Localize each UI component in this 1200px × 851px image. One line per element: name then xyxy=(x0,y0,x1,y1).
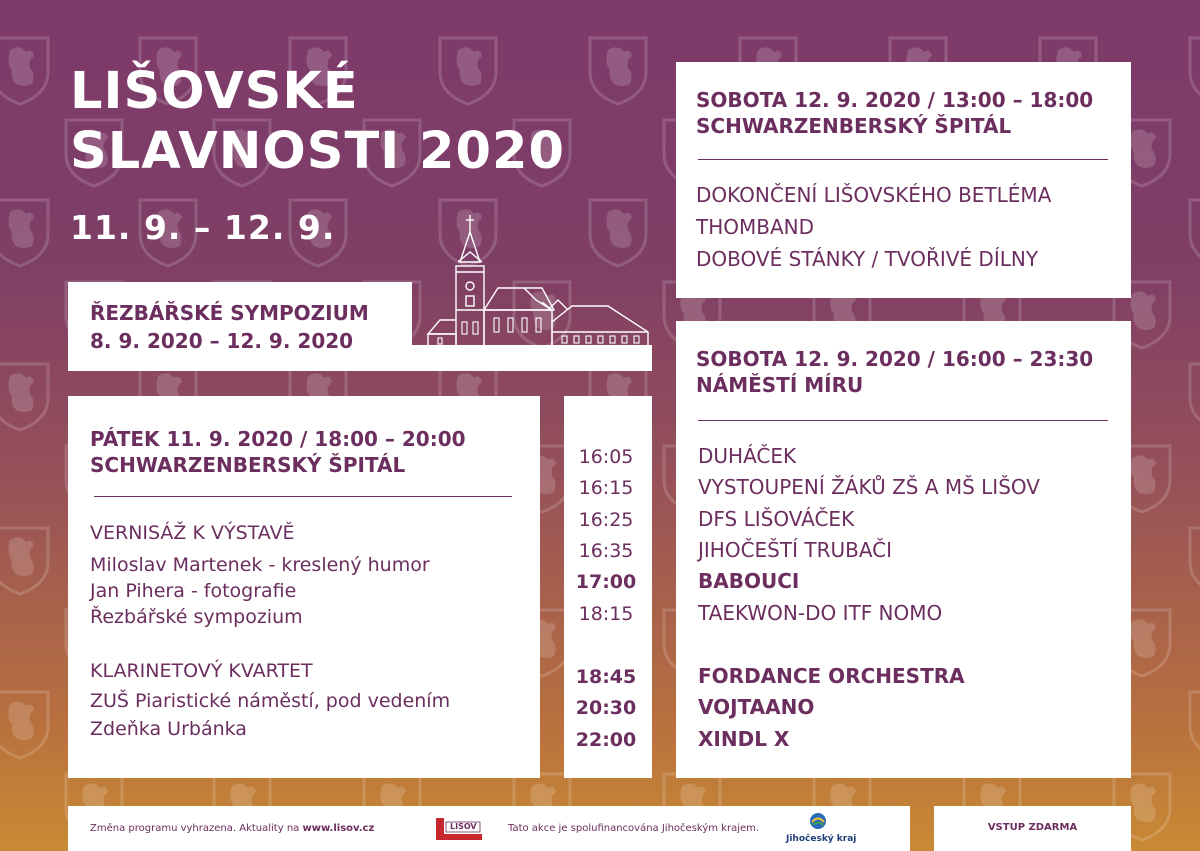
program-time: 16:05 xyxy=(578,446,634,468)
program-act: DUHÁČEK xyxy=(698,444,797,468)
program-act: JIHOČEŠTÍ TRUBAČI xyxy=(698,538,893,562)
saturday-square-card xyxy=(676,321,1131,778)
coat-of-arms-lion-icon xyxy=(0,528,48,594)
program-time: 20:30 xyxy=(575,697,637,719)
friday-card xyxy=(68,396,540,778)
symposium-title: ŘEZBÁŘSKÉ SYMPOZIUM xyxy=(90,301,369,325)
saturday-square-divider xyxy=(698,420,1108,421)
saturday-spital-divider xyxy=(698,159,1108,160)
coat-of-arms-lion-icon xyxy=(1190,692,1200,758)
saturday-spital-card xyxy=(676,62,1131,298)
poster-title-line1: LIŠOVSKÉ xyxy=(70,62,359,121)
poster-title xyxy=(70,62,565,182)
footer-note xyxy=(90,823,374,834)
church-illustration xyxy=(412,210,657,350)
vernisage-line: Miloslav Martenek - kreslený humor xyxy=(90,554,430,576)
quartet-line: ZUŠ Piaristické náměstí, pod vedením xyxy=(90,690,451,712)
program-time: 16:25 xyxy=(578,509,634,531)
times-card xyxy=(564,396,652,778)
coat-of-arms-lion-icon xyxy=(1190,528,1200,594)
program-time: 17:00 xyxy=(575,571,637,593)
spital-item: DOKONČENÍ LIŠOVSKÉHO BETLÉMA xyxy=(696,183,1052,207)
vernisage-line: Řezbářské sympozium xyxy=(90,606,303,628)
symposium-card xyxy=(68,282,412,371)
footer-website-link[interactable]: www.lisov.cz xyxy=(302,823,375,834)
coat-of-arms-lion-icon xyxy=(0,692,48,758)
friday-heading-time: PÁTEK 11. 9. 2020 / 18:00 – 20:00 xyxy=(90,427,466,451)
symposium-dates: 8. 9. 2020 – 12. 9. 2020 xyxy=(90,329,354,353)
program-time: 22:00 xyxy=(575,729,637,751)
vernisage-title: VERNISÁŽ K VÝSTAVĚ xyxy=(90,522,295,544)
poster-title-line2: SLAVNOSTI 2020 xyxy=(70,122,565,181)
program-time: 16:15 xyxy=(578,477,634,499)
spital-item: THOMBAND xyxy=(696,215,815,239)
friday-heading-venue: SCHWARZENBERSKÝ ŠPITÁL xyxy=(90,453,406,477)
saturday-square-heading-time: SOBOTA 12. 9. 2020 / 16:00 – 23:30 xyxy=(696,347,1094,371)
poster-dates: 11. 9. – 12. 9. xyxy=(70,208,336,247)
lisov-logo-icon xyxy=(434,814,484,842)
coat-of-arms-lion-icon xyxy=(0,364,48,430)
sponsor-text: Tato akce je spolufinancována Jihočeským krajem. xyxy=(508,823,760,834)
saturday-spital-heading-venue: SCHWARZENBERSKÝ ŠPITÁL xyxy=(696,114,1012,138)
lisov-logo-text: LIŠOV xyxy=(450,822,477,831)
quartet-line: Zdeňka Urbánka xyxy=(90,718,247,740)
footer-note-text: Změna programu vyhrazena. Aktuality na xyxy=(90,823,300,834)
program-time: 18:15 xyxy=(578,603,634,625)
program-act: VOJTAANO xyxy=(698,695,815,719)
saturday-square-heading-venue: NÁMĚSTÍ MÍRU xyxy=(696,373,864,397)
vernisage-line: Jan Pihera - fotografie xyxy=(90,580,297,602)
coat-of-arms-lion-icon xyxy=(1190,38,1200,104)
program-act: DFS LIŠOVÁČEK xyxy=(698,507,855,531)
friday-divider xyxy=(94,496,512,497)
program-time: 18:45 xyxy=(575,666,637,688)
program-act: XINDL X xyxy=(698,727,790,751)
program-time: 16:35 xyxy=(578,540,634,562)
program-act: VYSTOUPENÍ ŽÁKŮ ZŠ A MŠ LIŠOV xyxy=(698,475,1040,499)
coat-of-arms-lion-icon xyxy=(1190,200,1200,266)
program-act: TAEKWON-DO ITF NOMO xyxy=(698,601,943,625)
coat-of-arms-lion-icon xyxy=(590,38,646,104)
quartet-title: KLARINETOVÝ KVARTET xyxy=(90,660,313,682)
spital-item: DOBOVÉ STÁNKY / TVOŘIVÉ DÍLNY xyxy=(696,247,1039,271)
admission-box xyxy=(934,806,1131,851)
program-act: BABOUCI xyxy=(698,569,800,593)
jihocesky-kraj-logo-icon xyxy=(780,812,860,848)
footer-bar xyxy=(68,806,910,851)
saturday-spital-heading-time: SOBOTA 12. 9. 2020 / 13:00 – 18:00 xyxy=(696,88,1094,112)
coat-of-arms-lion-icon xyxy=(1190,364,1200,430)
program-act: FORDANCE ORCHESTRA xyxy=(698,664,965,688)
coat-of-arms-lion-icon xyxy=(0,200,48,266)
kraj-logo-text: Jihočeský kraj xyxy=(786,834,857,844)
admission-text: VSTUP ZDARMA xyxy=(987,822,1078,833)
coat-of-arms-lion-icon xyxy=(0,38,48,104)
